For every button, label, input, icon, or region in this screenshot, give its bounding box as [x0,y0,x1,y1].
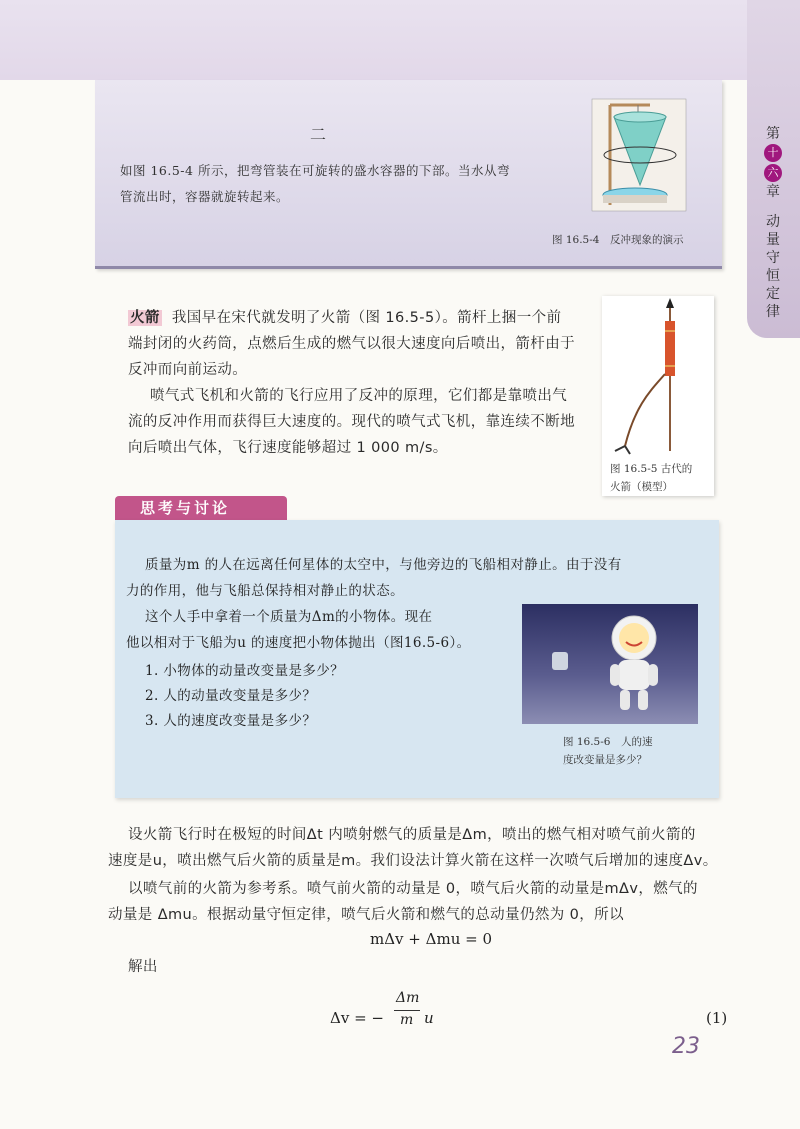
discussion-line: 他以相对于飞船为u 的速度把小物体抛出（图16.5-6）。 [126,635,471,651]
ancient-rocket-figure [610,296,700,456]
page-number: 23 [672,1034,700,1059]
chapter-char: 章 [766,184,780,200]
equation-lhs: Δv = − [330,1009,384,1027]
figure-caption-16-5-5: 图 16.5-5 古代的 火箭（模型） [610,463,693,493]
chapter-title-char: 守 [766,250,780,266]
derivation-line: 动量是 Δmu。根据动量守恒定律，喷气后火箭和燃气的总动量仍然为 0，所以 [108,907,624,923]
rocket-line-3: 反冲而向前运动。 [128,362,248,378]
top-color-band [0,0,800,80]
chapter-title-char: 动 [766,214,780,230]
figure-caption-16-5-6: 图 16.5-6 人的速 度改变量是多少？ [563,736,653,766]
rotating-container-figure [590,95,690,215]
rocket-line-6: 向后喷出气体，飞行速度能够超过 1 000 m/s。 [128,440,448,456]
rocket-line-4: 喷气式飞机和火箭的飞行应用了反冲的原理，它们都是靠喷出气 [150,388,568,404]
chapter-char: 第 [766,126,780,142]
chapter-title-char: 恒 [766,268,780,284]
solve-label: 解出 [128,959,158,975]
equation-rhs: u [424,1009,434,1027]
rocket-line-1: 火箭 我国早在宋代就发明了火箭（图 16.5-5）。箭杆上捆一个前 [130,310,562,326]
rocket-line-5: 流的反冲作用而获得巨大速度的。现代的喷气式飞机，靠连续不断地 [128,414,575,430]
rocket-line-2: 端封闭的火药筒，点燃后生成的燃气以很大速度向后喷出，箭杆由于 [128,336,575,352]
figure-caption-16-5-4: 图 16.5-4 反冲现象的演示 [552,234,684,246]
equation-number: (1) [706,1009,728,1027]
equation-numerator: Δm [396,990,420,1006]
chapter-title-char: 律 [766,304,780,320]
equation-denominator: m [400,1012,414,1028]
equation-momentum: mΔv + Δmu = 0 [370,930,492,948]
demo-line: 如图 16.5-4 所示，把弯管装在可旋转的盛水容器的下部。当水从弯 [120,163,510,178]
derivation-line: 速度是u，喷出燃气后火箭的质量是m。我们设法计算火箭在这样一次喷气后增加的速度Δv。 [108,853,718,869]
derivation-line: 以喷气前的火箭为参考系。喷气前火箭的动量是 0，喷气后火箭的动量是mΔv，燃气的 [128,881,698,897]
chapter-number-char: 十 [764,144,782,162]
keyword-rocket: 火箭 [130,310,160,326]
discussion-title: 思考与讨论 [140,499,231,517]
chapter-label [756,125,790,321]
discussion-line: 质量为m 的人在远离任何星体的太空中，与他旁边的飞船相对静止。由于没有 [145,557,622,573]
chapter-number-char: 六 [764,164,782,182]
discussion-question: 1. 小物体的动量改变量是多少？ [145,663,345,679]
discussion-question: 2. 人的动量改变量是多少？ [145,688,317,704]
demo-text [120,158,540,210]
fraction-bar [394,1010,420,1011]
derivation-line: 设火箭飞行时在极短的时间Δt 内喷射燃气的质量是Δm，喷出的燃气相对喷气前火箭的 [128,827,696,843]
demo-heading: 二 [310,125,327,144]
discussion-line: 这个人手中拿着一个质量为Δm的小物体。现在 [145,609,433,625]
discussion-question: 3. 人的速度改变量是多少？ [145,713,317,729]
astronaut-illustration [522,604,698,724]
chapter-title-char: 定 [766,286,780,302]
demo-line: 管流出时，容器就旋转起来。 [120,189,290,204]
astronaut-image [522,604,698,724]
chapter-title-char: 量 [766,232,780,248]
discussion-line: 力的作用，他与飞船总保持相对静止的状态。 [126,583,404,599]
